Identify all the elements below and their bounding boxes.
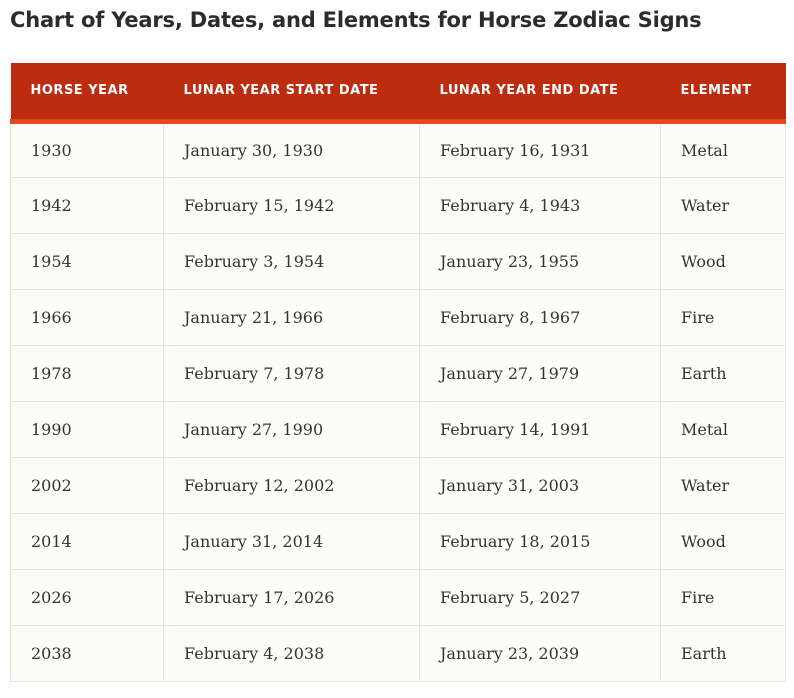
cell-element: Earth — [661, 625, 786, 681]
column-header-end-date: LUNAR YEAR END DATE — [420, 63, 661, 121]
cell-end-date: February 18, 2015 — [420, 513, 661, 569]
cell-horse-year: 2038 — [11, 625, 164, 681]
cell-end-date: February 4, 1943 — [420, 177, 661, 233]
table-row — [11, 625, 786, 681]
cell-horse-year: 2026 — [11, 569, 164, 625]
cell-start-date: February 7, 1978 — [164, 345, 420, 401]
cell-start-date: January 27, 1990 — [164, 401, 420, 457]
horse-zodiac-table — [10, 63, 786, 682]
cell-end-date: February 14, 1991 — [420, 401, 661, 457]
cell-start-date: February 4, 2038 — [164, 625, 420, 681]
cell-horse-year: 2002 — [11, 457, 164, 513]
table-row — [11, 569, 786, 625]
column-header-start-date: LUNAR YEAR START DATE — [164, 63, 420, 121]
cell-horse-year: 1954 — [11, 233, 164, 289]
column-header-element: ELEMENT — [661, 63, 786, 121]
cell-element: Metal — [661, 121, 786, 177]
cell-element: Fire — [661, 289, 786, 345]
cell-element: Wood — [661, 233, 786, 289]
table-row — [11, 457, 786, 513]
cell-start-date: February 17, 2026 — [164, 569, 420, 625]
table-row — [11, 345, 786, 401]
cell-end-date: January 27, 1979 — [420, 345, 661, 401]
table-row — [11, 401, 786, 457]
cell-end-date: February 16, 1931 — [420, 121, 661, 177]
cell-element: Water — [661, 177, 786, 233]
cell-horse-year: 1930 — [11, 121, 164, 177]
table-row — [11, 513, 786, 569]
cell-start-date: January 31, 2014 — [164, 513, 420, 569]
cell-end-date: January 31, 2003 — [420, 457, 661, 513]
cell-element: Metal — [661, 401, 786, 457]
cell-horse-year: 1990 — [11, 401, 164, 457]
table-header — [11, 63, 786, 121]
cell-element: Water — [661, 457, 786, 513]
table-row — [11, 121, 786, 177]
cell-end-date: January 23, 2039 — [420, 625, 661, 681]
cell-end-date: February 8, 1967 — [420, 289, 661, 345]
cell-end-date: February 5, 2027 — [420, 569, 661, 625]
table-row — [11, 177, 786, 233]
cell-start-date: February 3, 1954 — [164, 233, 420, 289]
cell-element: Earth — [661, 345, 786, 401]
cell-horse-year: 1966 — [11, 289, 164, 345]
horse-zodiac-table-container — [10, 63, 785, 682]
cell-element: Wood — [661, 513, 786, 569]
cell-horse-year: 1942 — [11, 177, 164, 233]
cell-start-date: February 12, 2002 — [164, 457, 420, 513]
cell-horse-year: 1978 — [11, 345, 164, 401]
column-header-horse-year: HORSE YEAR — [11, 63, 164, 121]
cell-start-date: January 21, 1966 — [164, 289, 420, 345]
cell-horse-year: 2014 — [11, 513, 164, 569]
cell-start-date: February 15, 1942 — [164, 177, 420, 233]
table-body — [11, 121, 786, 681]
cell-element: Fire — [661, 569, 786, 625]
table-header-row — [11, 63, 786, 121]
cell-start-date: January 30, 1930 — [164, 121, 420, 177]
table-row — [11, 233, 786, 289]
cell-end-date: January 23, 1955 — [420, 233, 661, 289]
table-row — [11, 289, 786, 345]
page-title: Chart of Years, Dates, and Elements for Horse Zodiac Signs — [10, 8, 702, 32]
